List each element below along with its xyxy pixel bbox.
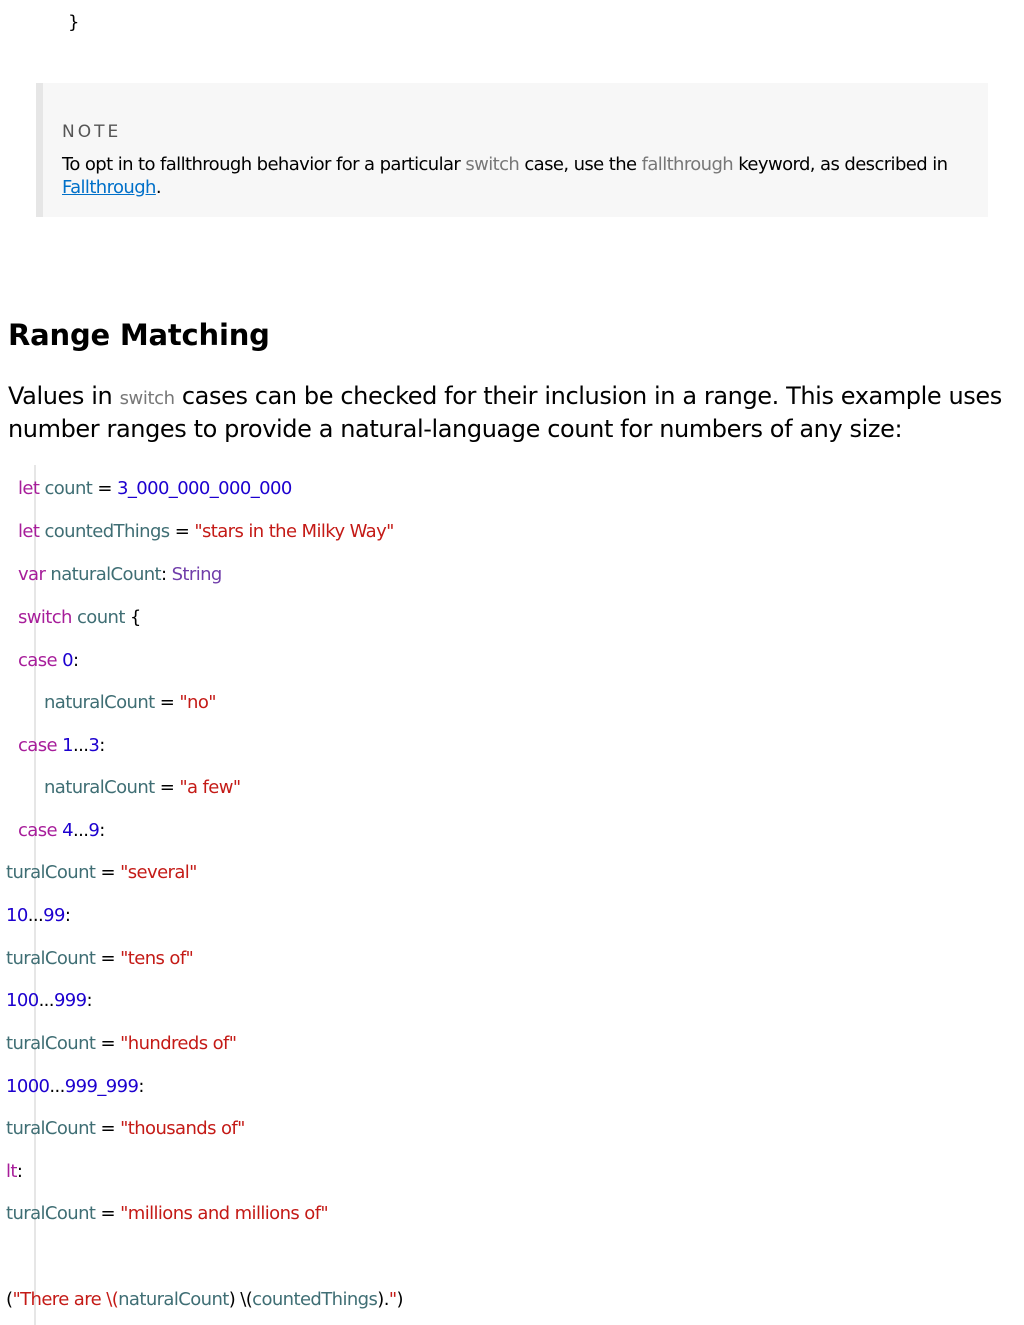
code-line-2: let countedThings = "stars in the Milky Way" (18, 521, 394, 542)
code-line-17: lt: (6, 1161, 23, 1182)
code-line-8: naturalCount = "a few" (44, 777, 241, 798)
code-line-18: turalCount = "millions and millions of" (6, 1203, 329, 1224)
code-line-9: case 4...9: (18, 820, 105, 841)
note-text: To opt in to fallthrough behavior for a particular switch case, use the fallthrough keyword, as described in Fallthrough. (62, 154, 948, 198)
code-line-6: naturalCount = "no" (44, 692, 216, 713)
code-line-7: case 1...3: (18, 735, 105, 756)
code-line-11: 10...99: (6, 905, 71, 926)
inline-code-fallthrough: fallthrough (641, 154, 734, 175)
section-paragraph: Values in switch cases can be checked for their inclusion in a range. This example uses number ranges to provide a natural-language count for numbers of any size: (8, 382, 1002, 443)
code-line-1: let count = 3_000_000_000_000 (18, 478, 292, 499)
code-line-13: 100...999: (6, 990, 92, 1011)
code-line-4: switch count { (18, 607, 141, 628)
code-line-19: ("There are \(naturalCount) \(countedThings).") (6, 1289, 403, 1310)
code-line-16: turalCount = "thousands of" (6, 1118, 245, 1139)
inline-code-switch-para: switch (119, 388, 175, 409)
code-fragment-closing-brace: } (68, 12, 79, 33)
inline-code-switch: switch (465, 154, 520, 175)
code-line-15: 1000...999_999: (6, 1076, 144, 1097)
code-line-10: turalCount = "several" (6, 862, 197, 883)
note-title: NOTE (62, 122, 122, 142)
code-line-3: var naturalCount: String (18, 564, 222, 585)
section-title: Range Matching (8, 318, 270, 352)
code-line-14: turalCount = "hundreds of" (6, 1033, 237, 1054)
code-line-5: case 0: (18, 650, 79, 671)
fallthrough-link[interactable]: Fallthrough (62, 177, 156, 198)
code-line-12: turalCount = "tens of" (6, 948, 194, 969)
